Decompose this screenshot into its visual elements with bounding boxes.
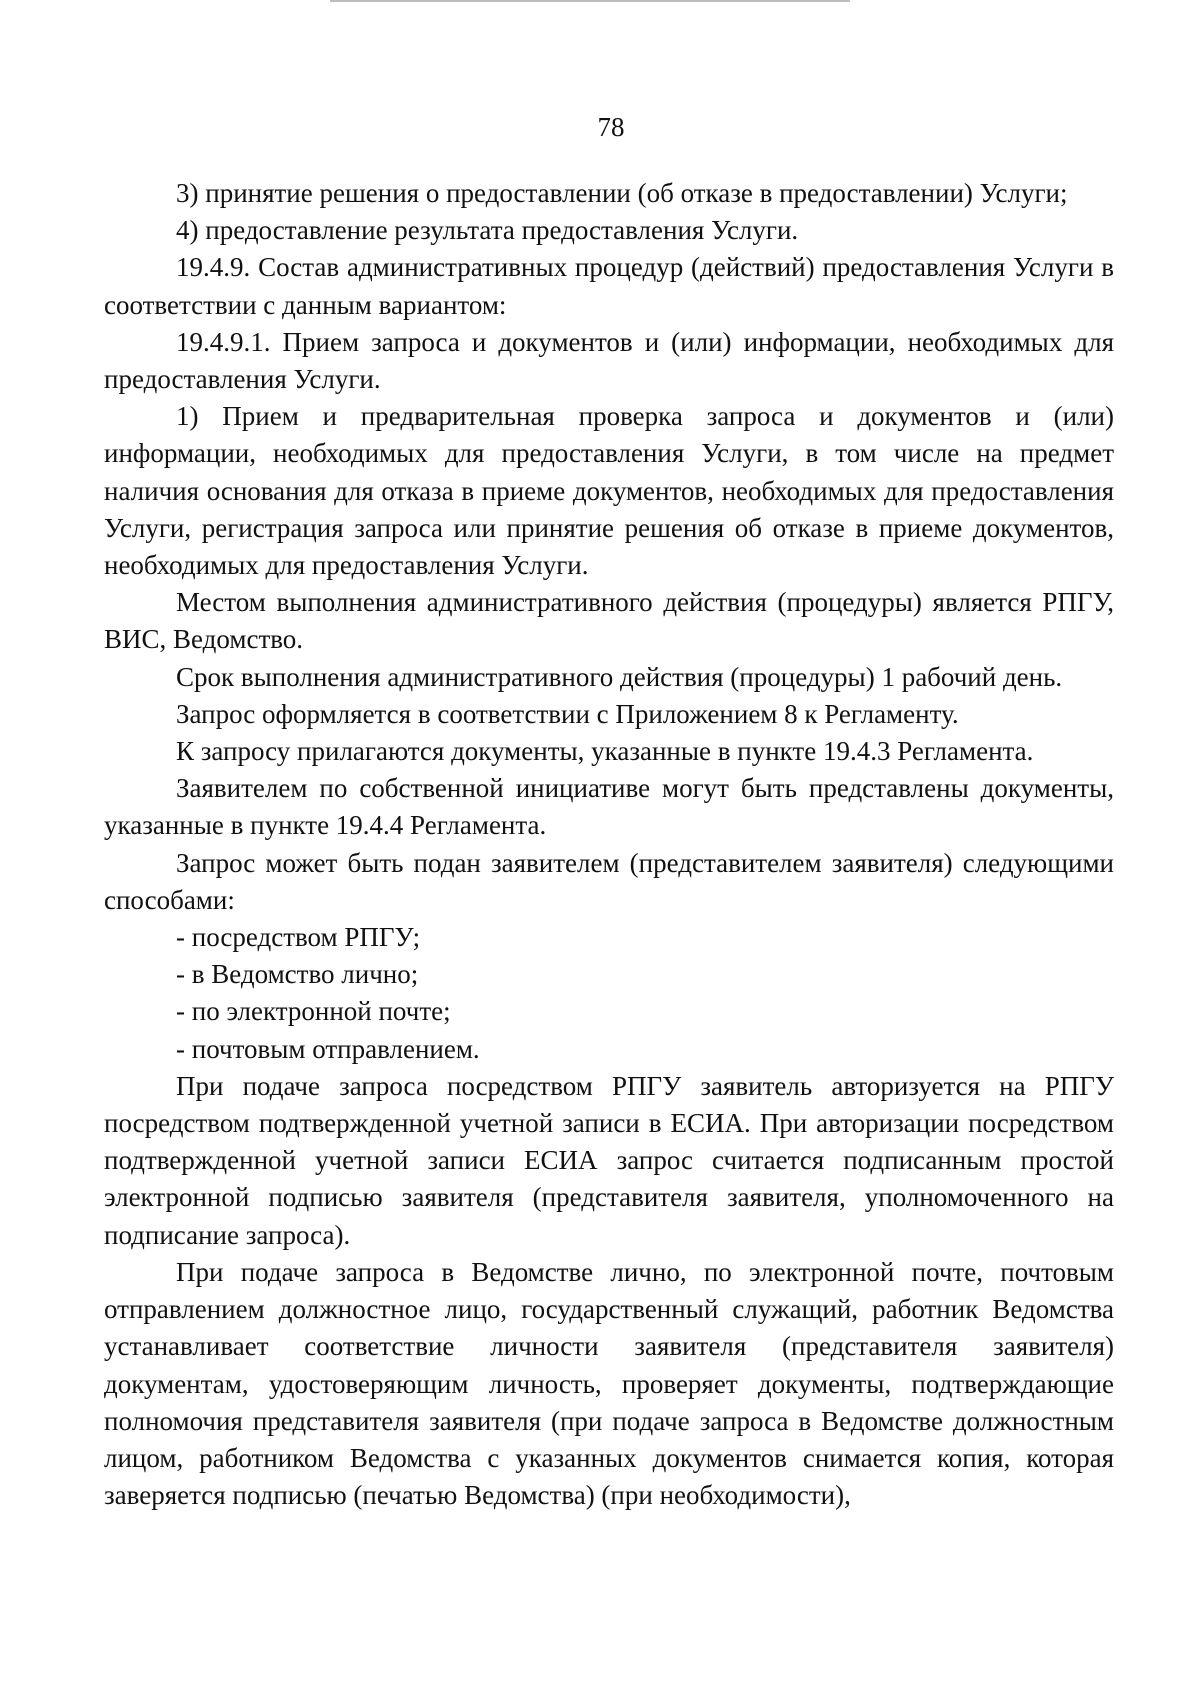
paragraph-attachments: К запросу прилагаются документы, указанные в пункте 19.4.3 Регламента.	[176, 736, 1034, 767]
method-item-rpgu: - посредством РПГУ;	[176, 922, 421, 953]
paragraph-in-person-check: При подаче запроса в Ведомстве лично, по электронной почте, почтовым отправлением должностное лицо, государственный служащий, работник Ведомства устанавливает соответствие личности заявителя (представителя заявителя) документам, удостоверяющим личность, проверяет документы, подтверждающие полномочия представителя заявителя (при подаче запроса в Ведомстве должностным лицом, работником Ведомства с указанных документов снимается копия, которая заверяется подписью (печатью Ведомства) (при необходимости),	[104, 1256, 1114, 1511]
list-item-3: 3) принятие решения о предоставлении (об отказе в предоставлении) Услуги;	[176, 178, 1068, 208]
document-body	[104, 175, 1114, 1514]
paragraph-request-form: Запрос оформляется в соответствии с Приложением 8 к Регламенту.	[176, 698, 959, 729]
paragraph-submission-methods: Запрос может быть подан заявителем (представителем заявителя) следующими способами:	[104, 847, 1114, 915]
paragraph-19-4-9: 19.4.9. Состав административных процедур (действий) предоставления Услуги в соответствии с данным вариантом:	[104, 252, 1114, 320]
paragraph-19-4-9-1: 19.4.9.1. Прием запроса и документов и (или) информации, необходимых для предоставления Услуги.	[104, 326, 1114, 395]
method-item-post: - почтовым отправлением.	[176, 1033, 480, 1064]
paragraph-rpgu-auth: При подаче запроса посредством РПГУ заявитель авторизуется на РПГУ посредством подтвержденной учетной записи в ЕСИА. При авторизации посредством подтвержденной учетной записи ЕСИА запрос считается подписанным простой электронной подписью заявителя (представителя заявителя, уполномоченного на подписание запроса).	[104, 1070, 1114, 1250]
paragraph-term: Срок выполнения административного действия (процедуры) 1 рабочий день.	[176, 661, 1063, 692]
page-number: 78	[597, 112, 625, 142]
method-item-in-person: - в Ведомство лично;	[176, 959, 419, 990]
paragraph-place: Местом выполнения административного действия (процедуры) является РПГУ, ВИС, Ведомство.	[104, 587, 1114, 655]
paragraph-own-initiative: Заявителем по собственной инициативе могут быть представлены документы, указанные в пункте 19.4.4 Регламента.	[104, 773, 1114, 841]
method-item-email: - по электронной почте;	[176, 996, 451, 1027]
top-rule	[330, 0, 850, 2]
paragraph-item-1: 1) Прием и предварительная проверка запроса и документов и (или) информации, необходимых для предоставления Услуги, в том числе на предмет наличия основания для отказа в приеме документов, необходимых для предоставления Услуги, регистрация запроса или принятие решения об отказе в приеме документов, необходимых для предоставления Услуги.	[104, 401, 1114, 581]
list-item-4: 4) предоставление результата предоставления Услуги.	[176, 215, 799, 246]
